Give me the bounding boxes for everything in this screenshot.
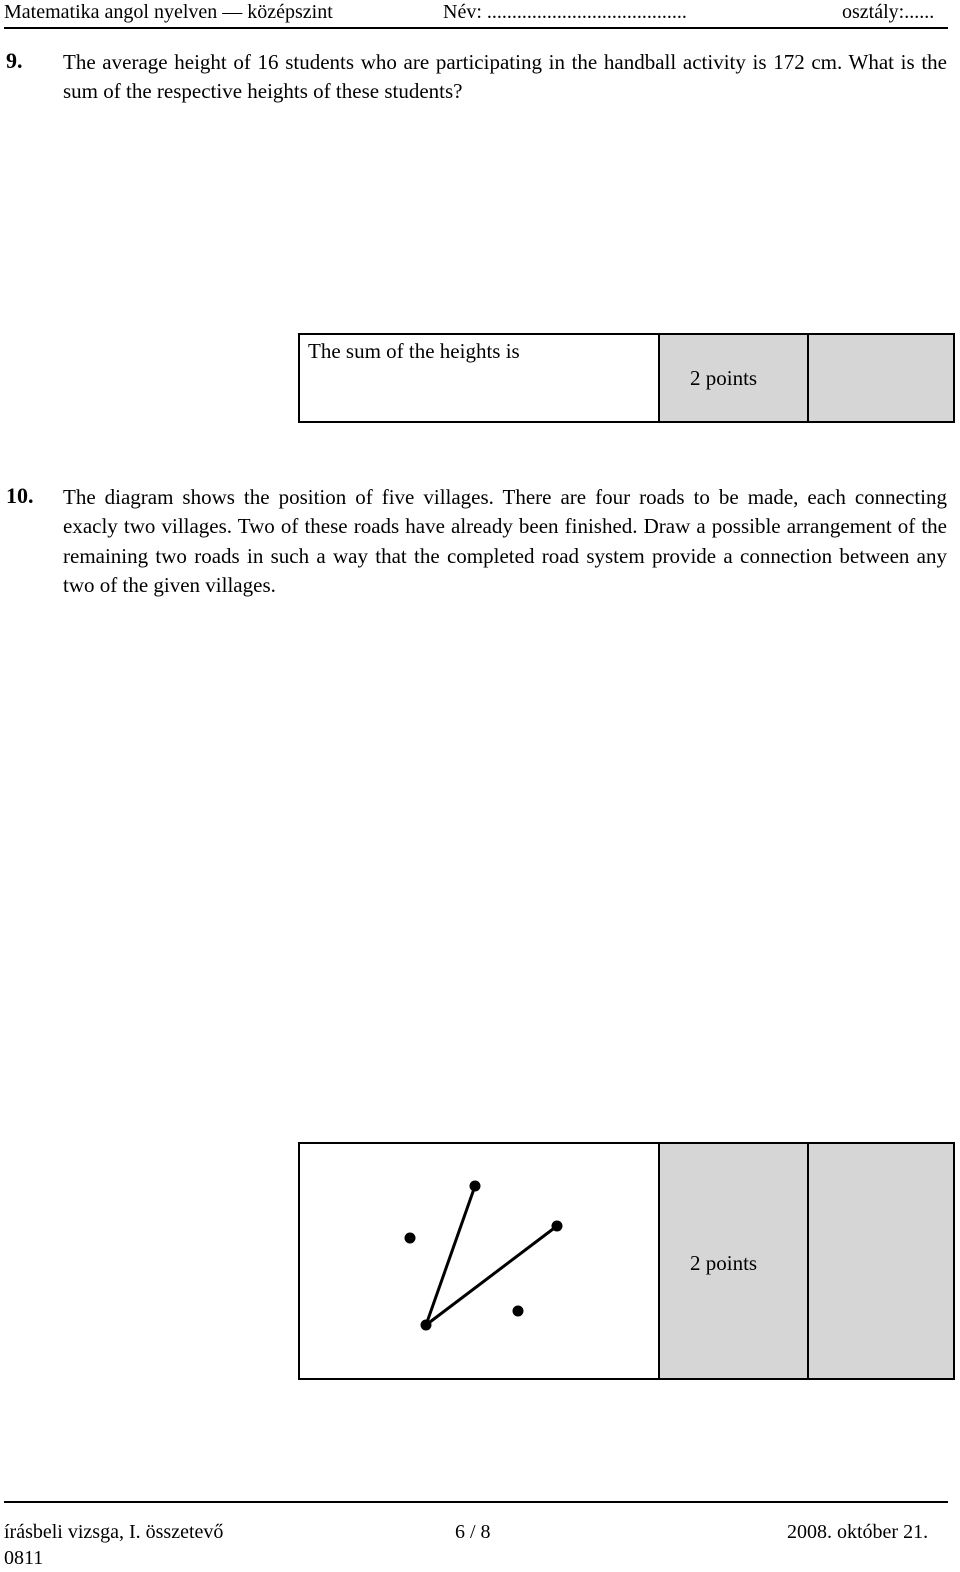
footer-rule [4, 1501, 948, 1503]
points-label: 2 points [690, 366, 758, 390]
road-2 [426, 1226, 557, 1325]
question-10-number: 10. [6, 483, 34, 508]
village-dot [405, 1233, 416, 1244]
village-dot [421, 1320, 432, 1331]
header-class-field: osztály:...... [842, 1, 935, 23]
score-cell [807, 335, 953, 421]
points-label: 2 points [690, 1251, 758, 1275]
points-cell [658, 1144, 807, 1378]
question-9-number: 9. [6, 48, 23, 73]
village-dot [470, 1181, 481, 1192]
village-dot [513, 1306, 524, 1317]
question-9-text: The average height of 16 students who are participating in the handball activity is 172 cm. What is the sum of the respective heights of these students? [63, 50, 947, 104]
points-cell [658, 335, 807, 421]
header-rule [4, 27, 948, 29]
question-9-answer-box [298, 333, 955, 423]
header-name-field: Név: ........................................ [443, 1, 687, 23]
header-subject: Matematika angol nyelven — középszint [4, 1, 333, 23]
score-cell [807, 1144, 953, 1378]
answer-label: The sum of the heights is [308, 339, 520, 363]
question-10-answer-box [298, 1142, 955, 1380]
question-10-text: The diagram shows the position of five villages. There are four roads to be made, each connecting exacly two villages. Two of these roads have already been finished. Draw a possible arrangement of the remaining two roads in such a way that the completed road system provide a connection between any two of the given villages. [63, 485, 947, 597]
footer-date: 2008. október 21. [787, 1521, 929, 1543]
footer-exam-label: írásbeli vizsga, I. összetevő [4, 1521, 224, 1543]
page-number: 6 / 8 [455, 1521, 491, 1543]
village-diagram [300, 1144, 658, 1378]
footer-code: 0811 [4, 1547, 44, 1569]
road-1 [426, 1186, 475, 1325]
village-dot [552, 1221, 563, 1232]
